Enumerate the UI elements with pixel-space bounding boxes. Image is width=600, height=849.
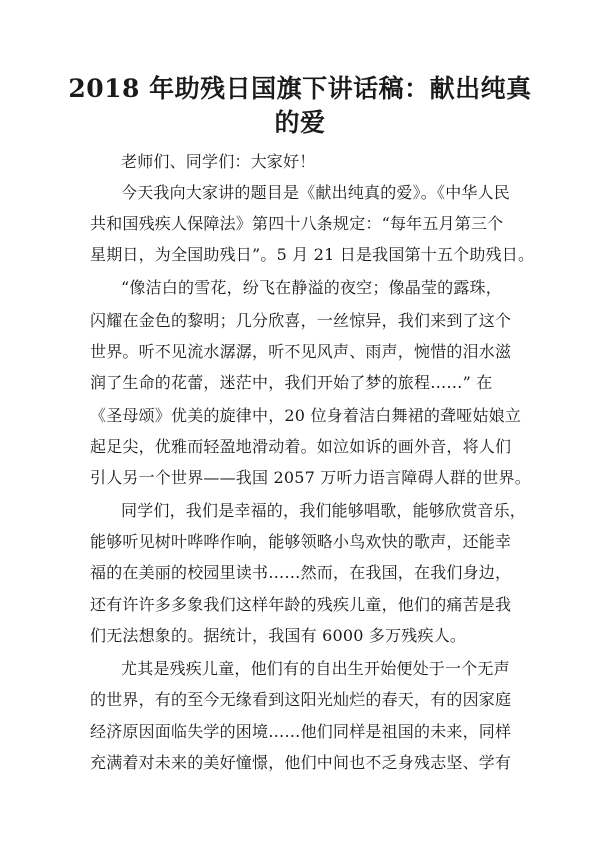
document-title [60, 72, 540, 140]
paragraph-line: 引人另一个世界——我国 2057 万听力语言障碍人群的世界。 [90, 468, 531, 487]
paragraph-line: 还有许许多多象我们这样年龄的残疾儿童，他们的痛苦是我 [90, 595, 512, 614]
paragraph-line: 经济原因面临失学的困境……他们同样是祖国的未来，同样 [90, 722, 512, 741]
paragraph-line: 能够听见树叶哗哗作响，能够领略小鸟欢快的歌声，还能幸 [90, 532, 512, 551]
title-line-1: 2018 年助残日国旗下讲话稿：献出纯真 [68, 74, 532, 103]
paragraph-line: 的世界，有的至今无缘看到这阳光灿烂的春天，有的因家庭 [90, 690, 512, 709]
paragraph-line: 闪耀在金色的黎明；几分欣喜，一丝惊异，我们来到了这个 [90, 311, 512, 330]
paragraph-line: 星期日，为全国助残日”。5 月 21 日是我国第十五个助残日。 [90, 245, 535, 264]
greeting-line: 老师们、同学们：大家好！ [121, 152, 316, 171]
paragraph-line: 们无法想象的。据统计，我国有 6000 多万残疾人。 [90, 626, 467, 645]
paragraph-line: 今天我向大家讲的题目是《献出纯真的爱》。《中华人民 [121, 183, 511, 202]
paragraph-line: 同学们，我们是幸福的，我们能够唱歌，能够欣赏音乐， [121, 501, 527, 520]
paragraph-line: 起足尖，优雅而轻盈地滑动着。如泣如诉的画外音，将人们 [90, 437, 512, 456]
paragraph-line: “像洁白的雪花，纷飞在静溢的夜空；像晶莹的露珠， [121, 278, 502, 297]
paragraph-line: 充满着对未来的美好憧憬，他们中间也不乏身残志坚、学有 [90, 753, 512, 772]
paragraph-line: 《圣母颂》优美的旋律中，20 位身着洁白舞裙的聋哑姑娘立 [90, 406, 522, 425]
paragraph-line: 世界。听不见流水潺潺，听不见风声、雨声，惋惜的泪水滋 [90, 342, 512, 361]
paragraph-line: 尤其是残疾儿童，他们有的自出生开始便处于一个无声 [121, 659, 510, 678]
paragraph-line: 润了生命的花蕾，迷茫中，我们开始了梦的旅程……” 在 [90, 373, 493, 392]
title-line-2: 的爱 [274, 108, 326, 137]
paragraph-line: 福的在美丽的校园里读书……然而，在我国，在我们身边， [90, 563, 512, 582]
paragraph-line: 共和国残疾人保障法》第四十八条规定：“每年五月第三个 [90, 214, 504, 233]
